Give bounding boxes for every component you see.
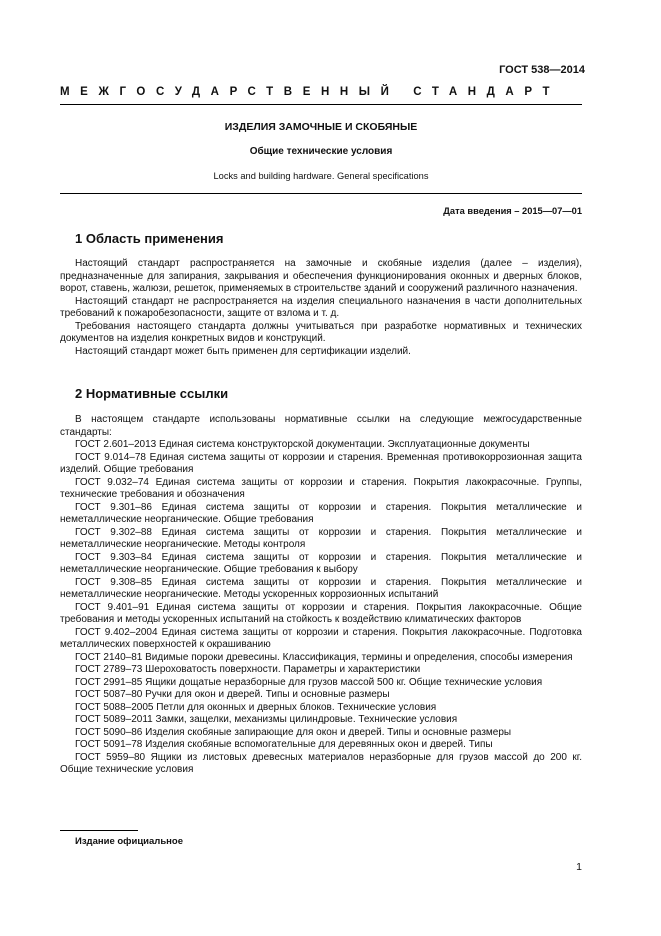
section-2-heading: 2 Нормативные ссылки xyxy=(75,386,229,401)
section-2-body xyxy=(60,414,582,777)
page-number: 1 xyxy=(576,861,582,873)
footnote-divider xyxy=(60,830,138,831)
reference-item: ГОСТ 9.303–84 Единая система защиты от коррозии и старения. Покрытия металлические и неметаллические неорганические. Общие требования к выбору xyxy=(60,551,582,575)
reference-item: ГОСТ 5088–2005 Петли для оконных и дверных блоков. Технические условия xyxy=(75,701,437,713)
reference-item: ГОСТ 5087–80 Ручки для окон и дверей. Типы и основные размеры xyxy=(75,689,390,700)
document-subtitle: Общие технические условия xyxy=(249,146,393,157)
reference-item: ГОСТ 9.302–88 Единая система защиты от коррозии и старения. Покрытия металлические и неметаллические неорганические. Методы контроля xyxy=(60,526,582,550)
paragraph: В настоящем стандарте использованы нормативные ссылки на следующие межгосударственные стандарты: xyxy=(60,414,582,438)
reference-item: ГОСТ 9.402–2004 Единая система защиты от коррозии и старения. Покрытия лакокрасочные. Подготовка металлических поверхностей к окрашиванию xyxy=(60,626,582,650)
reference-item: ГОСТ 5091–78 Изделия скобяные вспомогательные для деревянных окон и дверей. Типы xyxy=(75,739,493,750)
reference-item: ГОСТ 5959–80 Ящики из листовых древесных материалов неразборные для грузов массой до 200 кг. Общие технические условия xyxy=(60,751,582,775)
paragraph: Настоящий стандарт может быть применен для сертификации изделий. xyxy=(75,345,411,357)
reference-item: ГОСТ 9.032–74 Единая система защиты от коррозии и старения. Покрытия лакокрасочные. Группы, технические требования и обозначения xyxy=(60,476,582,500)
reference-item: ГОСТ 5090–86 Изделия скобяные запирающие для окон и дверей. Типы и основные размеры xyxy=(75,726,512,738)
reference-item: ГОСТ 9.308–85 Единая система защиты от коррозии и старения. Покрытия металлические и неметаллические неорганические. Методы ускоренных коррозионных испытаний xyxy=(60,576,582,600)
reference-item: ГОСТ 2789–73 Шероховатость поверхности. Параметры и характеристики xyxy=(75,664,421,675)
paragraph: Требования настоящего стандарта должны учитываться при разработке нормативных и технических документов на изделия конкретных видов и конструкций. xyxy=(60,320,582,344)
reference-item: ГОСТ 2.601–2013 Единая система конструкторской документации. Эксплуатационные документы xyxy=(75,439,530,450)
reference-item: ГОСТ 9.401–91 Единая система защиты от коррозии и старения. Покрытия лакокрасочные. Общие требования и методы ускоренных испытаний на стойкость к воздействию климатических факторов xyxy=(60,601,582,625)
reference-item: ГОСТ 2140–81 Видимые пороки древесины. Классификация, термины и определения, способы измерения xyxy=(75,651,573,663)
official-edition-label: Издание официальное xyxy=(75,836,183,847)
standard-code: ГОСТ 538—2014 xyxy=(499,64,585,76)
paragraph: Настоящий стандарт не распространяется на изделия специального назначения в части дополнительных требований к пожаробезопасности, защите от взлома и т. д. xyxy=(60,295,582,319)
introduction-date: Дата введения – 2015—07—01 xyxy=(443,206,582,216)
top-divider xyxy=(60,104,582,105)
section-1-heading: 1 Область применения xyxy=(75,231,224,246)
title-divider xyxy=(60,193,582,194)
section-1-body xyxy=(60,258,582,358)
reference-item: ГОСТ 5089–2011 Замки, защелки, механизмы цилиндровые. Технические условия xyxy=(75,714,458,725)
reference-item: ГОСТ 2991–85 Ящики дощатые неразборные для грузов массой 500 кг. Общие технические условия xyxy=(75,676,543,688)
document-title: ИЗДЕЛИЯ ЗАМОЧНЫЕ И СКОБЯНЫЕ xyxy=(224,121,418,133)
document-english-title: Locks and building hardware. General specifications xyxy=(213,171,429,181)
paragraph: Настоящий стандарт распространяется на замочные и скобяные изделия (далее – изделия), предназначенные для запирания, закрывания и обеспечения функционирования оконных и дверных блоков, ворот, ставень, жалюзи, решеток, применяемых в строительстве зданий и сооружений различного назначения. xyxy=(60,258,582,294)
reference-item: ГОСТ 9.014–78 Единая система защиты от коррозии и старения. Временная противокоррозионная защита изделий. Общие требования xyxy=(60,451,582,475)
interstate-standard-label: МЕЖГОСУДАРСТВЕННЫЙ СТАНДАРТ xyxy=(60,86,561,98)
reference-item: ГОСТ 9.301–86 Единая система защиты от коррозии и старения. Покрытия металлические и неметаллические неорганические. Общие требования xyxy=(60,501,582,525)
